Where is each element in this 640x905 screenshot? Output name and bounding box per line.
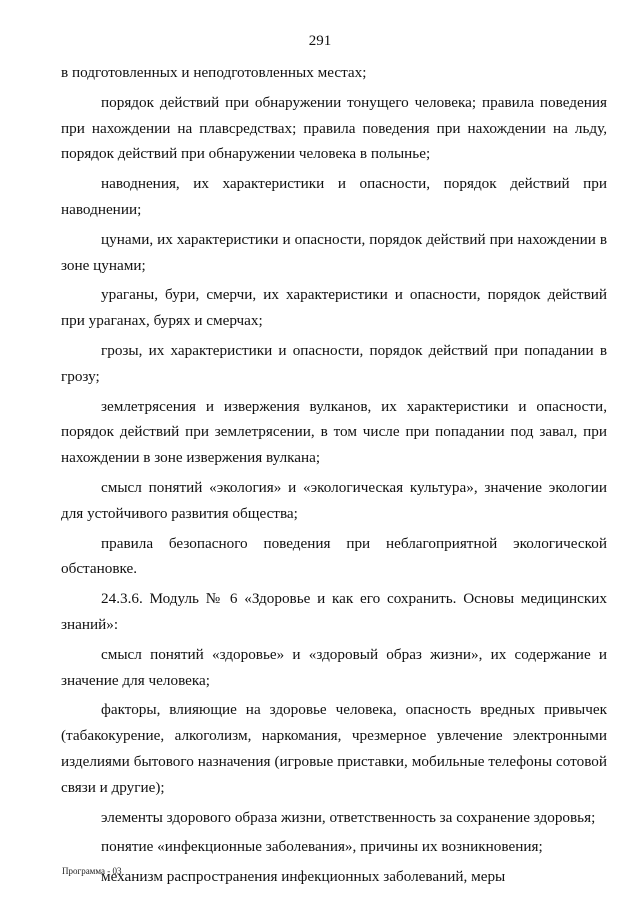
paragraph-1: в подготовленных и неподготовленных местах; [61,64,367,81]
page-content [61,60,607,890]
paragraph-11: факторы, влияющие на здоровье человека, опасность вредных привычек (табакокурение, алкоголизм, наркомания, чрезмерное увлечение электронными изделиями бытового назначения (игровые приставки, мобильные телефоны сотовой связи и другие); [61,701,607,796]
paragraph-12: элементы здорового образа жизни, ответственность за сохранение здоровья; [101,808,596,826]
paragraph-10: смысл понятий «здоровье» и «здоровый образ жизни», их содержание и значение для человека; [61,645,607,689]
paragraph-8: смысл понятий «экология» и «экологическая культура», значение экологии для устойчивого развития общества; [61,478,607,522]
paragraph-3: наводнения, их характеристики и опасности, порядок действий при наводнении; [61,175,607,218]
paragraph-2: порядок действий при обнаружении тонущего человека; правила поведения при нахождении на плавсредствах; правила поведения при нахождении на льду, порядок действий при обнаружении человека в полынье; [61,93,607,163]
paragraph-7: землетрясения и извержения вулканов, их характеристики и опасности, порядок действий при землетрясении, в том числе при попадании под завал, при нахождении в зоне извержения вулкана; [61,397,607,467]
paragraph-6: грозы, их характеристики и опасности, порядок действий при попадании в грозу; [61,341,607,385]
paragraph-9: правила безопасного поведения при неблагоприятной экологической обстановке. [61,534,607,578]
paragraph-4: цунами, их характеристики и опасности, порядок действий при нахождении в зоне цунами; [61,230,607,274]
paragraph-5: ураганы, бури, смерчи, их характеристики и опасности, порядок действий при ураганах, бурях и смерчах; [61,286,607,330]
page-number: 291 [308,33,332,49]
paragraph-14: механизм распространения инфекционных заболеваний, меры [101,868,506,886]
footer-program-label: Программа - 03 [62,866,122,876]
paragraph-13: понятие «инфекционные заболевания», причины их возникновения; [101,838,543,856]
section-heading-24-3-6: 24.3.6. Модуль № 6 «Здоровье и как его сохранить. Основы медицинских знаний»: [61,590,607,633]
